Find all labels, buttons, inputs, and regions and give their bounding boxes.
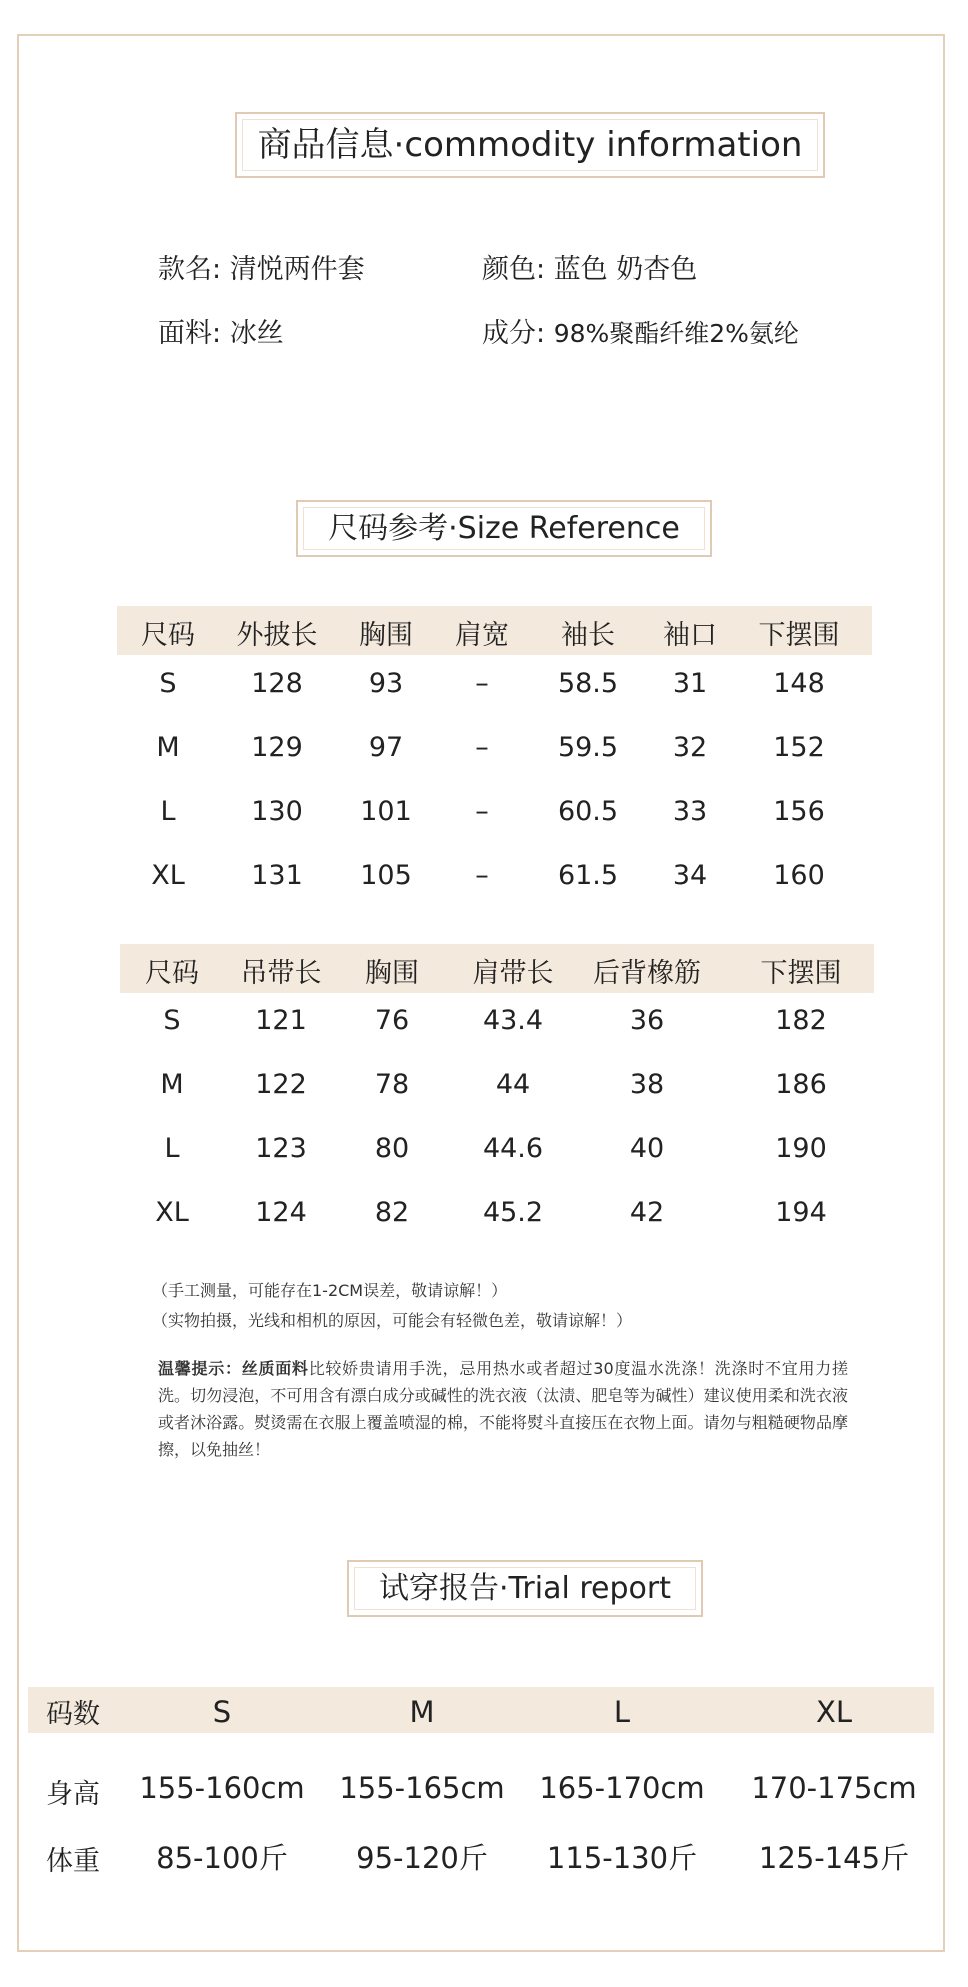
table1-cell: M (156, 732, 180, 763)
table2-cell: 40 (629, 1133, 665, 1164)
table1-cell: – (475, 668, 489, 699)
table2-cell: 82 (374, 1197, 410, 1228)
table1-header-cell: 外披长 (236, 620, 318, 651)
table2-cell: 38 (629, 1069, 665, 1100)
table1-header-cell: 肩宽 (455, 620, 509, 651)
style-name-key: 款名 : (158, 254, 230, 285)
table2-cell: 44 (495, 1069, 531, 1100)
table1-cell: 160 (773, 860, 825, 891)
table1-cell: 156 (773, 796, 825, 827)
table2-cell: L (164, 1133, 180, 1164)
table2-cell: 42 (629, 1197, 665, 1228)
trial-size-label: 码数 (46, 1699, 100, 1730)
trial-weights-cell: 85-100斤 (156, 1841, 288, 1875)
care-tips: 温馨提示：丝质面料比较娇贵请用手洗，忌用热水或者超过30度温水洗涤！洗涤时不宜用力搓洗。切勿浸泡，不可用含有漂白成分或碱性的洗衣液（汰渍、肥皂等为碱性）建议使用柔和洗衣液或者沐浴露。熨烫需在衣服上覆盖喷湿的棉，不能将熨斗直接压在衣物上面。请勿与粗糙硬物品摩擦，以免抽丝！ (158, 1359, 848, 1459)
table2-cell: 78 (374, 1069, 410, 1100)
trial-sizes-cell: M (409, 1695, 435, 1729)
composition-value: 98%聚酯纤维2%氨纶 (553, 319, 799, 348)
care-tips-text: 比较娇贵请用手洗，忌用热水或者超过30度温水洗涤！洗涤时不宜用力搓洗。切勿浸泡，不可用含有漂白成分或碱性的洗衣液（汰渍、肥皂等为碱性）建议使用柔和洗衣液或者沐浴露。熨烫需在衣服上覆盖喷湿的棉，不能将熨斗直接压在衣物上面。请勿与粗糙硬物品摩擦，以免抽丝！ (158, 1359, 848, 1459)
table2-cell: 45.2 (482, 1197, 544, 1228)
trial-heights-cell: 155-165cm (339, 1771, 505, 1805)
trial-header-band (28, 1687, 934, 1733)
table2-cell: 121 (255, 1005, 307, 1036)
table2-cell: 123 (255, 1133, 307, 1164)
color-value: 蓝色 奶杏色 (553, 254, 698, 285)
table2-header-cell: 肩带长 (472, 958, 554, 989)
fabric (158, 311, 284, 350)
table2-cell: S (163, 1005, 181, 1036)
page-border (17, 34, 945, 1952)
trial-height-label: 身高 (46, 1779, 100, 1810)
composition-key: 成分 : (482, 318, 554, 349)
trial-heights-cell: 165-170cm (539, 1771, 705, 1805)
table1-cell: XL (151, 860, 185, 891)
table2-cell: 43.4 (482, 1005, 544, 1036)
table2-cell: 182 (775, 1005, 827, 1036)
table1-cell: 131 (251, 860, 303, 891)
table2-cell: XL (155, 1197, 189, 1228)
table1-cell: 130 (251, 796, 303, 827)
table1-cell: S (159, 668, 177, 699)
table2-header-cell: 吊带长 (240, 958, 322, 989)
table1-cell: 128 (251, 668, 303, 699)
table2-cell: M (160, 1069, 184, 1100)
table2-cell: 122 (255, 1069, 307, 1100)
table1-cell: – (475, 796, 489, 827)
table2-cell: 44.6 (482, 1133, 544, 1164)
table1-cell: 58.5 (557, 668, 619, 699)
table1-cell: 152 (773, 732, 825, 763)
table1-cell: 32 (672, 732, 708, 763)
table2-cell: 80 (374, 1133, 410, 1164)
trial-report-heading: 试穿报告·Trial report (347, 1560, 703, 1617)
table2-header-cell: 后背橡筋 (593, 958, 701, 989)
table2-cell: 36 (629, 1005, 665, 1036)
table1-cell: 93 (368, 668, 404, 699)
fabric-value: 冰丝 (229, 318, 284, 349)
commodity-info-heading: 商品信息·commodity information (235, 112, 825, 178)
photo-note: （实物拍摄，光线和相机的原因，可能会有轻微色差，敬请谅解！） (152, 1311, 633, 1330)
table1-cell: 97 (368, 732, 404, 763)
table1-cell: 60.5 (557, 796, 619, 827)
table2-cell: 124 (255, 1197, 307, 1228)
table1-header-cell: 下摆围 (758, 620, 840, 651)
table1-cell: 34 (672, 860, 708, 891)
measurement-note: （手工测量，可能存在1-2CM误差，敬请谅解！） (152, 1281, 508, 1300)
trial-sizes-cell: S (212, 1695, 232, 1729)
table2-header-cell: 胸围 (365, 958, 419, 989)
table1-header-cell: 袖长 (561, 620, 615, 651)
table1-cell: – (475, 860, 489, 891)
care-tips-fabric: 丝质面料 (241, 1359, 309, 1378)
color (482, 247, 697, 286)
trial-sizes-cell: XL (815, 1695, 853, 1729)
table2-cell: 76 (374, 1005, 410, 1036)
trial-heights-cell: 170-175cm (751, 1771, 917, 1805)
table1-cell: L (160, 796, 176, 827)
trial-weights-cell: 125-145斤 (758, 1841, 910, 1875)
table1-cell: 33 (672, 796, 708, 827)
fabric-key: 面料 : (158, 318, 230, 349)
trial-weight-label: 体重 (46, 1846, 100, 1877)
table1-header-cell: 胸围 (359, 620, 413, 651)
size-reference-heading: 尺码参考·Size Reference (296, 500, 712, 557)
trial-weights-cell: 115-130斤 (546, 1841, 698, 1875)
color-key: 颜色 : (482, 254, 554, 285)
trial-heights-cell: 155-160cm (139, 1771, 305, 1805)
table1-header-cell: 尺码 (141, 620, 195, 651)
composition (482, 311, 799, 350)
table1-cell: 148 (773, 668, 825, 699)
table1-cell: – (475, 732, 489, 763)
table2-cell: 194 (775, 1197, 827, 1228)
table2-header-cell: 下摆围 (760, 958, 842, 989)
trial-sizes-cell: L (613, 1695, 631, 1729)
table1-cell: 31 (672, 668, 708, 699)
table1-cell: 129 (251, 732, 303, 763)
style-name (158, 247, 365, 286)
style-name-value: 清悦两件套 (229, 254, 365, 285)
table2-header-cell: 尺码 (145, 958, 199, 989)
table1-cell: 105 (360, 860, 412, 891)
care-tips-title: 温馨提示 (158, 1359, 225, 1378)
table2-cell: 190 (775, 1133, 827, 1164)
table1-cell: 59.5 (557, 732, 619, 763)
table2-cell: 186 (775, 1069, 827, 1100)
trial-weights-cell: 95-120斤 (356, 1841, 488, 1875)
table1-cell: 61.5 (557, 860, 619, 891)
table1-header-cell: 袖口 (663, 620, 717, 651)
table1-cell: 101 (360, 796, 412, 827)
